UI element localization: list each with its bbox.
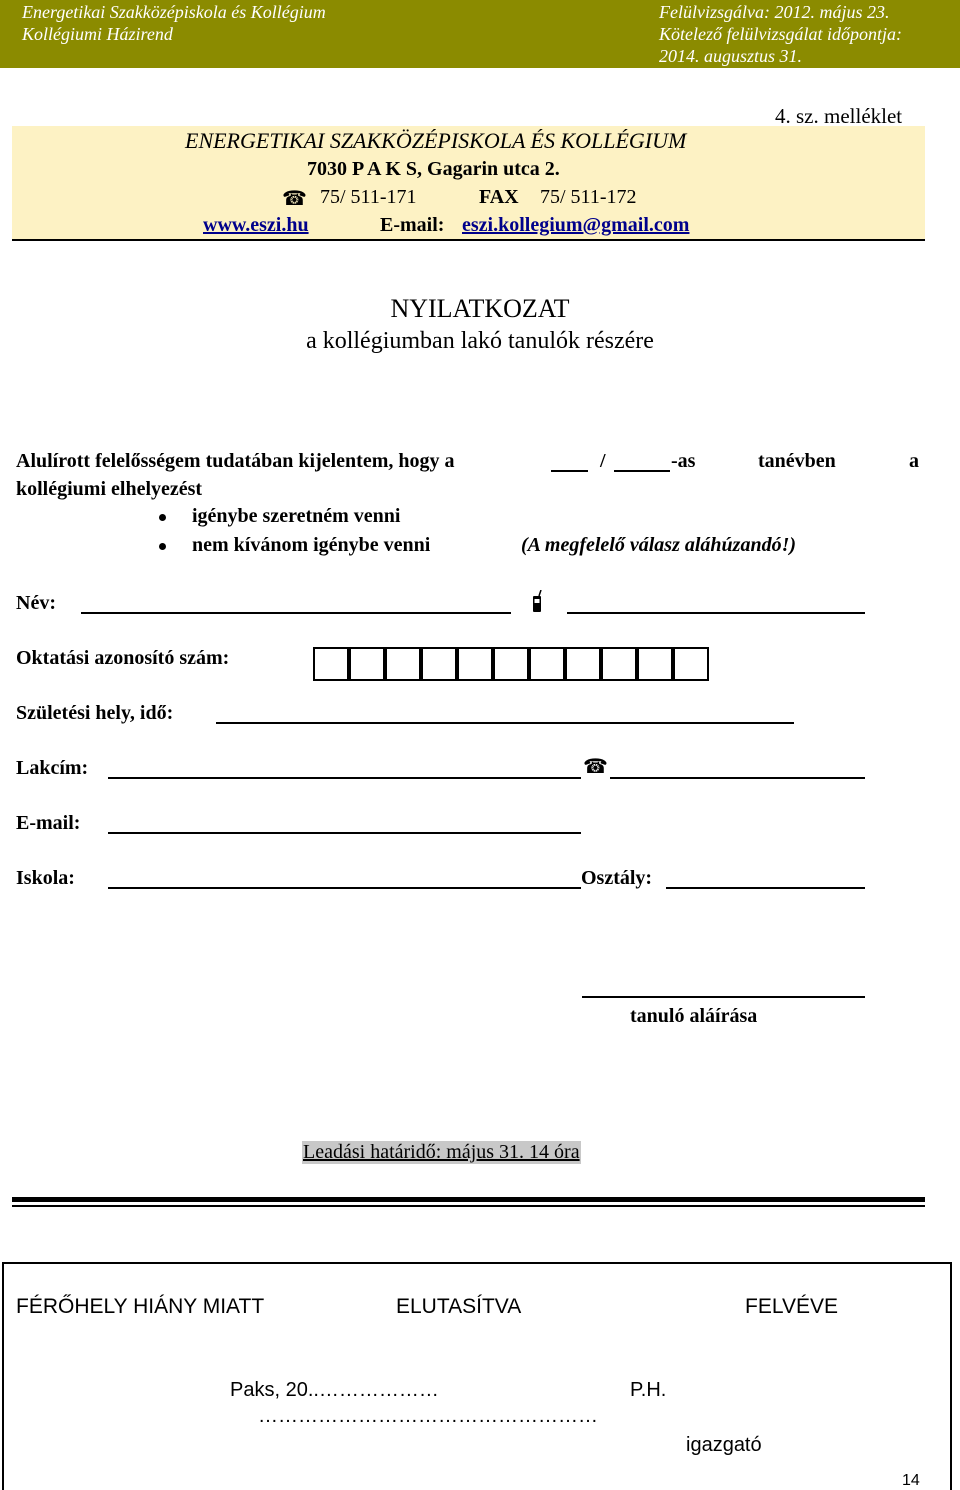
annex-label: 4. sz. melléklet — [775, 104, 903, 128]
education-id-digit[interactable] — [385, 647, 421, 681]
letterhead-fax: 75/ 511-172 — [540, 186, 637, 208]
education-id-digit[interactable] — [493, 647, 529, 681]
education-id-digit[interactable] — [457, 647, 493, 681]
declaration-a: a — [909, 450, 919, 472]
deadline-note: Leadási határidő: május 31. 14 óra — [303, 1141, 580, 1163]
section-rule-thin — [12, 1205, 925, 1207]
letterhead-name: ENERGETIKAI SZAKKÖZÉPISKOLA ÉS KOLLÉGIUM — [185, 128, 687, 153]
class-label: Osztály: — [581, 867, 653, 889]
banner-reviewed: Felülvizsgálva: 2012. május 23. — [659, 2, 890, 22]
director-signature-line: …………………………………………… — [258, 1405, 598, 1427]
phone-field[interactable] — [610, 777, 865, 779]
option-rejected[interactable]: ELUTASÍTVA — [396, 1295, 522, 1318]
email-label: E-mail: — [380, 214, 445, 236]
mobile-phone-icon — [529, 590, 545, 614]
page-number: 14 — [902, 1472, 920, 1489]
declaration-tanevben: tanévben — [758, 450, 836, 472]
section-rule — [12, 1197, 925, 1202]
year-start-blank[interactable] — [551, 470, 588, 472]
education-id-digit[interactable] — [313, 647, 349, 681]
option-no-space[interactable]: FÉRŐHELY HIÁNY MIATT — [16, 1295, 265, 1318]
banner-next-review-label: Kötelező felülvizsgálat időpontja: — [659, 24, 902, 44]
education-id-digit[interactable] — [565, 647, 601, 681]
name-field[interactable] — [81, 612, 511, 614]
school-field[interactable] — [108, 887, 581, 889]
class-field[interactable] — [666, 887, 865, 889]
director-label: igazgató — [686, 1434, 762, 1456]
name-label: Név: — [16, 592, 56, 614]
bullet-icon — [159, 514, 166, 521]
education-id-digit[interactable] — [349, 647, 385, 681]
email-field-label: E-mail: — [16, 812, 81, 834]
declaration-text: Alulírott felelősségem tudatában kijelentem, hogy a — [16, 450, 455, 472]
signature-label: tanuló aláírása — [630, 1005, 758, 1027]
declaration-as: -as — [671, 450, 696, 472]
option-accepted[interactable]: FELVÉVE — [745, 1295, 838, 1318]
school-label: Iskola: — [16, 867, 75, 889]
declaration-note: (A megfelelő válasz aláhúzandó!) — [521, 534, 797, 556]
education-id-digit[interactable] — [673, 647, 709, 681]
header-banner — [0, 0, 960, 68]
education-id-label: Oktatási azonosító szám: — [16, 647, 230, 669]
email-link[interactable]: eszi.kollegium@gmail.com — [462, 214, 690, 236]
option-not-use[interactable]: nem kívánom igénybe venni — [192, 534, 431, 556]
education-id-digit[interactable] — [637, 647, 673, 681]
website-link[interactable]: www.eszi.hu — [203, 214, 309, 236]
signature-line[interactable] — [582, 996, 865, 998]
declaration-slash: / — [600, 450, 606, 472]
page-subtitle: a kollégiumban lakó tanulók részére — [306, 328, 654, 354]
email-field[interactable] — [108, 832, 581, 834]
banner-next-review-date: 2014. augusztus 31. — [659, 46, 803, 66]
bullet-icon — [159, 543, 166, 550]
option-use[interactable]: igénybe szeretném venni — [192, 505, 401, 527]
page-title: NYILATKOZAT — [390, 294, 570, 323]
letterhead-rule — [12, 239, 925, 241]
education-id-digit[interactable] — [529, 647, 565, 681]
stamp-label: P.H. — [630, 1379, 667, 1401]
place-date: Paks, 20..……………… — [230, 1379, 439, 1401]
birth-label: Születési hely, idő: — [16, 702, 174, 724]
banner-school: Energetikai Szakközépiskola és Kollégium — [22, 2, 326, 22]
phone-icon: ☎ — [583, 756, 608, 778]
education-id-digit[interactable] — [421, 647, 457, 681]
banner-doc: Kollégiumi Házirend — [22, 24, 173, 44]
mobile-field[interactable] — [567, 612, 865, 614]
letterhead-fax-label: FAX — [479, 186, 519, 208]
declaration-line2: kollégiumi elhelyezést — [16, 478, 203, 500]
letterhead-phone: 75/ 511-171 — [320, 186, 417, 208]
phone-icon: ☎ — [282, 188, 307, 210]
address-label: Lakcím: — [16, 757, 89, 779]
birth-field[interactable] — [216, 722, 794, 724]
address-field[interactable] — [108, 777, 581, 779]
education-id-digit[interactable] — [601, 647, 637, 681]
year-end-blank[interactable] — [614, 470, 670, 472]
letterhead-address: 7030 P A K S, Gagarin utca 2. — [307, 158, 560, 180]
